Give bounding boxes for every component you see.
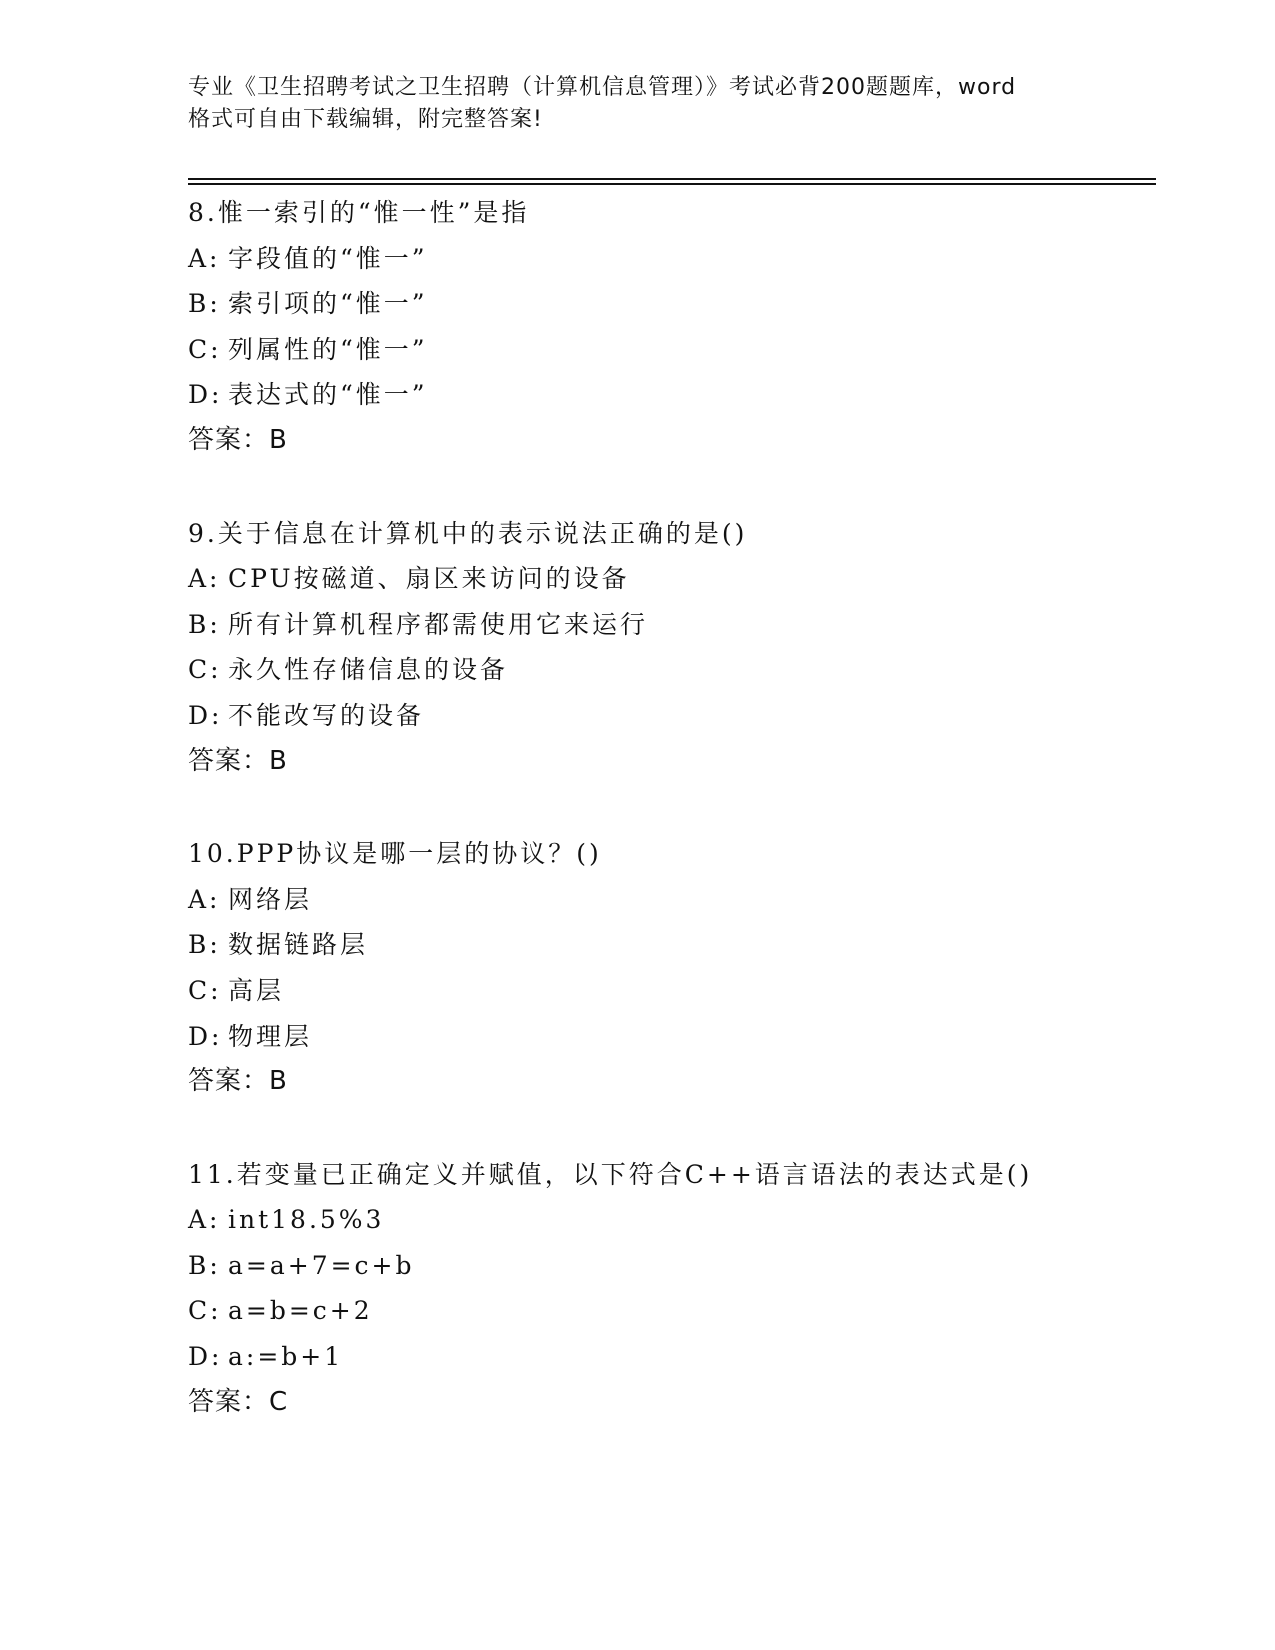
- option-letter: D:: [188, 700, 223, 730]
- option-text: 永久性存储信息的设备: [228, 655, 509, 685]
- option-c: [188, 968, 1156, 1014]
- question-stem: [188, 190, 1156, 236]
- question-10: [188, 831, 1156, 1105]
- option-d: [188, 1014, 1156, 1060]
- option-letter: D:: [188, 380, 223, 410]
- option-a: [188, 877, 1156, 923]
- option-b: [188, 922, 1156, 968]
- question-text: 惟一索引的“惟一性”是指: [217, 198, 530, 227]
- question-text: 若变量已正确定义并赋值，以下符合C++语言语法的表达式是(): [236, 1159, 1033, 1189]
- header-line-2: 格式可自由下载编辑，附完整答案!: [188, 107, 543, 132]
- question-stem: [188, 1152, 1156, 1198]
- option-letter: A:: [188, 243, 221, 273]
- question-8: [188, 190, 1156, 464]
- option-d: [188, 1334, 1156, 1380]
- answer-label: 答案：: [188, 1066, 270, 1097]
- option-a: [188, 1197, 1156, 1243]
- option-b: [188, 602, 1156, 648]
- option-d: [188, 693, 1156, 739]
- option-text: 不能改写的设备: [228, 700, 425, 730]
- question-9: [188, 511, 1156, 785]
- question-number: 11.: [188, 1159, 237, 1189]
- option-c: [188, 327, 1156, 373]
- answer-line: [188, 739, 1156, 785]
- option-a: [188, 556, 1156, 602]
- option-text: int18.5%3: [228, 1205, 385, 1235]
- answer-line: [188, 418, 1156, 464]
- option-letter: A:: [188, 884, 221, 914]
- option-letter: A:: [188, 564, 221, 594]
- option-c: [188, 647, 1156, 693]
- question-number: 8.: [188, 198, 218, 227]
- option-text: 网络层: [228, 884, 313, 914]
- question-text: 关于信息在计算机中的表示说法正确的是(): [217, 518, 748, 548]
- option-b: [188, 281, 1156, 327]
- option-letter: C:: [188, 1296, 222, 1326]
- answer-label: 答案：: [188, 745, 270, 776]
- question-text: PPP协议是哪一层的协议？(): [236, 839, 602, 869]
- header-line-1: 专业《卫生招聘考试之卫生招聘（计算机信息管理）》考试必背200题题库，word: [188, 75, 1017, 100]
- option-text: 表达式的“惟一”: [228, 380, 428, 410]
- header-divider-top: [188, 178, 1156, 180]
- option-letter: A:: [188, 1205, 221, 1235]
- option-d: [188, 372, 1156, 418]
- option-text: 索引项的“惟一”: [228, 289, 428, 319]
- question-number: 10.: [188, 839, 237, 869]
- option-text: 物理层: [228, 1021, 313, 1051]
- option-text: 数据链路层: [228, 930, 369, 960]
- option-text: 字段值的“惟一”: [228, 243, 428, 273]
- option-text: a:=b+1: [228, 1342, 344, 1372]
- option-letter: B:: [188, 289, 221, 319]
- option-letter: B:: [188, 1250, 221, 1280]
- answer-label: 答案：: [188, 1386, 270, 1417]
- answer-value: B: [269, 1066, 288, 1097]
- option-text: 列属性的“惟一”: [228, 334, 428, 364]
- option-letter: C:: [188, 334, 222, 364]
- answer-value: B: [269, 424, 288, 455]
- option-letter: B:: [188, 609, 221, 639]
- answer-line: [188, 1380, 1156, 1426]
- option-letter: C:: [188, 655, 222, 685]
- document-header: [188, 72, 1108, 136]
- option-letter: D:: [188, 1342, 223, 1372]
- question-number: 9.: [188, 518, 218, 548]
- option-text: a=a+7=c+b: [228, 1250, 415, 1280]
- answer-label: 答案：: [188, 424, 270, 455]
- option-letter: D:: [188, 1021, 223, 1051]
- option-text: CPU按磁道、扇区来访问的设备: [228, 564, 630, 594]
- option-a: [188, 236, 1156, 282]
- option-text: 高层: [228, 975, 285, 1005]
- question-list: [188, 190, 1156, 1472]
- answer-value: C: [269, 1386, 289, 1417]
- option-text: 所有计算机程序都需使用它来运行: [228, 609, 649, 639]
- option-c: [188, 1288, 1156, 1334]
- answer-value: B: [269, 745, 288, 776]
- answer-line: [188, 1059, 1156, 1105]
- question-11: [188, 1152, 1156, 1426]
- option-b: [188, 1243, 1156, 1289]
- option-letter: C:: [188, 975, 222, 1005]
- question-stem: [188, 511, 1156, 557]
- option-text: a=b=c+2: [228, 1296, 373, 1326]
- question-stem: [188, 831, 1156, 877]
- header-divider-bottom: [188, 183, 1156, 185]
- option-letter: B:: [188, 930, 221, 960]
